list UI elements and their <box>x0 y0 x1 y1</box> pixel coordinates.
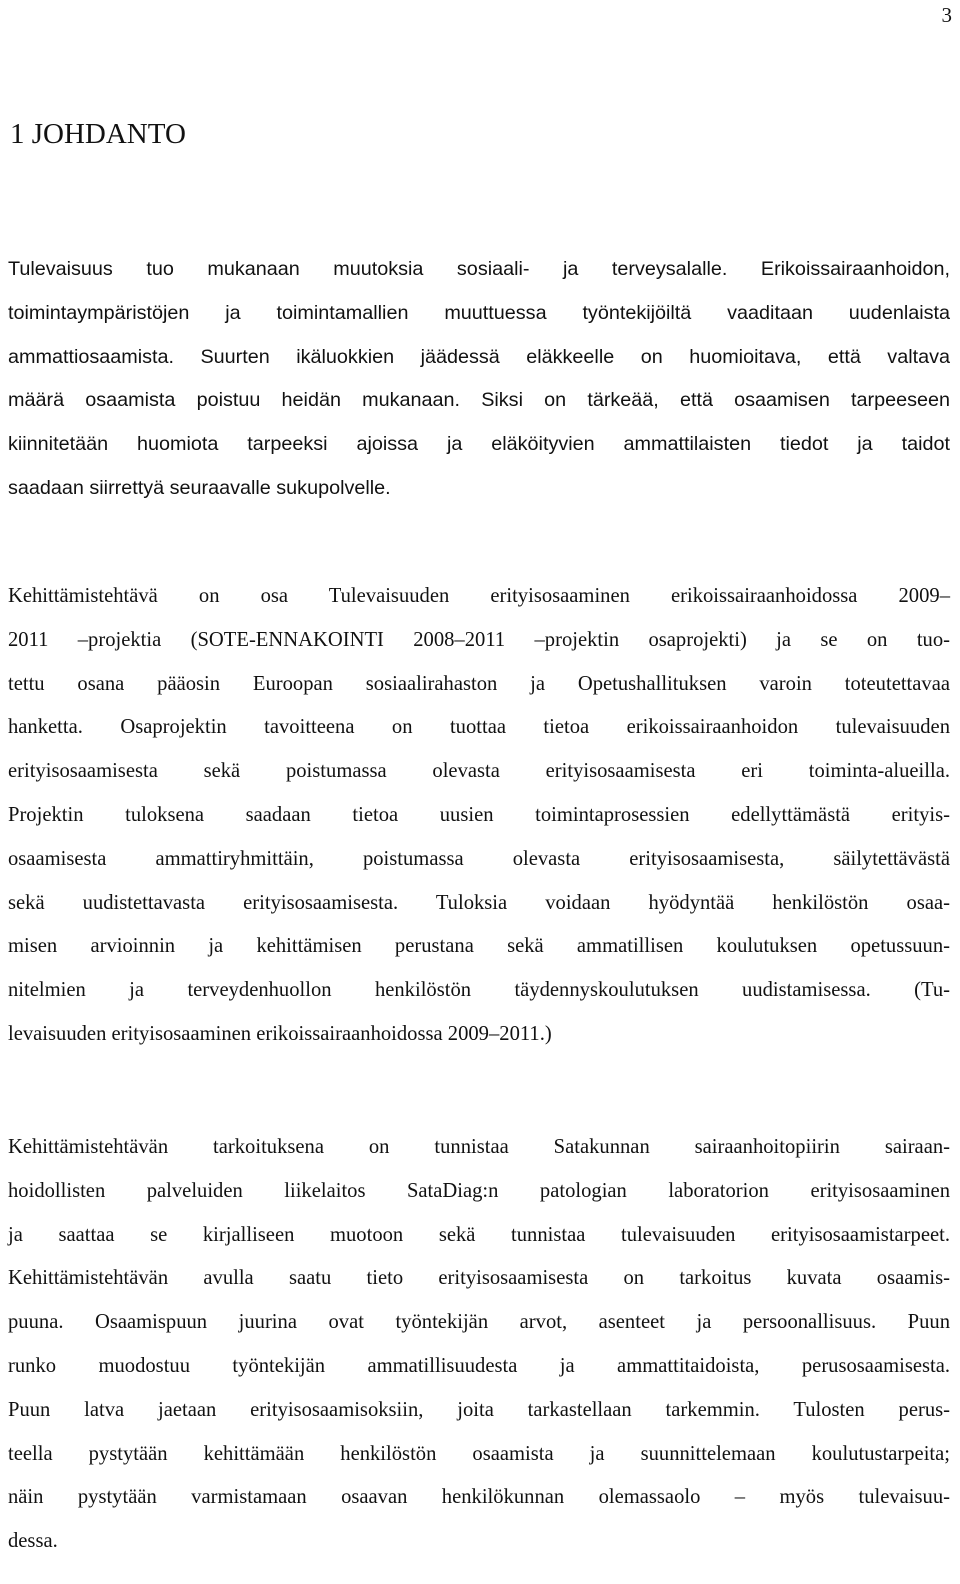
page-number: 3 <box>941 3 952 27</box>
text-line: hanketta. Osaprojektin tavoitteena on tuottaa tietoa erikoissairaanhoidon tulevaisuuden <box>8 716 950 739</box>
text-line: sekä uudistettavasta erityisosaamisesta. Tuloksia voidaan hyödyntää henkilöstön osaa- <box>8 891 950 914</box>
text-line: osaamisesta ammattiryhmittäin, poistumassa olevasta erityisosaamisesta, säilytettävästä <box>8 847 950 870</box>
text-line: Kehittämistehtävän avulla saatu tieto erityisosaamisesta on tarkoitus kuvata osaamis- <box>8 1267 950 1290</box>
text-line: Tulevaisuus tuo mukanaan muutoksia sosiaali- ja terveysalalle. Erikoissairaanhoidon, <box>8 258 950 280</box>
text-line: hoidollisten palveluiden liikelaitos SataDiag:n patologian laboratorion erityisosaaminen <box>8 1179 950 1202</box>
text-line: levaisuuden erityisosaaminen erikoissairaanhoidossa 2009–2011.) <box>8 1022 552 1045</box>
text-line: dessa. <box>8 1530 58 1553</box>
text-line: Kehittämistehtävä on osa Tulevaisuuden erityisosaaminen erikoissairaanhoidossa 2009– <box>8 585 950 607</box>
paragraph-intro <box>8 248 950 511</box>
text-line: 2011 –projektia (SOTE-ENNAKOINTI 2008–2011 –projektin osaprojekti) ja se on tuo- <box>8 628 950 651</box>
text-line: kiinnitetään huomiota tarpeeksi ajoissa ja eläköityvien ammattilaisten tiedot ja taidot <box>8 433 950 456</box>
text-line: misen arvioinnin ja kehittämisen perustana sekä ammatillisen koulutuksen opetussuun- <box>8 935 950 958</box>
text-line: näin pystytään varmistamaan osaavan henkilökunnan olemassaolo – myös tulevaisuu- <box>8 1486 950 1509</box>
paragraph-purpose <box>8 1126 950 1564</box>
text-line: saadaan siirrettyä seuraavalle sukupolvelle. <box>8 476 391 499</box>
paragraph-project <box>8 575 950 1057</box>
text-line: erityisosaamisesta sekä poistumassa olevasta erityisosaamisesta eri toiminta-alueilla. <box>8 760 950 783</box>
text-line: ammattiosaamista. Suurten ikäluokkien jäädessä eläkkeelle on huomioitava, että valtava <box>8 345 950 368</box>
section-heading: 1 JOHDANTO <box>10 118 186 150</box>
text-line: toimintaympäristöjen ja toimintamallien muuttuessa työntekijöiltä vaaditaan uudenlaista <box>8 301 950 324</box>
text-line: Puun latva jaetaan erityisosaamisoksiin, joita tarkastellaan tarkemmin. Tulosten perus- <box>8 1398 950 1421</box>
text-line: teella pystytään kehittämään henkilöstön osaamista ja suunnittelemaan koulutustarpeita; <box>8 1442 950 1465</box>
text-line: tettu osana pääosin Euroopan sosiaalirahaston ja Opetushallituksen varoin toteutettavaa <box>8 672 950 695</box>
text-line: runko muodostuu työntekijän ammatillisuudesta ja ammattitaidoista, perusosaamisesta. <box>8 1354 950 1377</box>
text-line: Kehittämistehtävän tarkoituksena on tunnistaa Satakunnan sairaanhoitopiirin sairaan- <box>8 1136 950 1158</box>
text-line: puuna. Osaamispuun juurina ovat työntekijän arvot, asenteet ja persoonallisuus. Puun <box>8 1311 950 1334</box>
text-line: nitelmien ja terveydenhuollon henkilöstön täydennyskoulutuksen uudistamisessa. (Tu- <box>8 979 950 1002</box>
text-line: määrä osaamista poistuu heidän mukanaan. Siksi on tärkeää, että osaamisen tarpeeseen <box>8 389 950 412</box>
text-line: Projektin tuloksena saadaan tietoa uusien toimintaprosessien edellyttämästä erityis- <box>8 803 950 826</box>
text-line: ja saattaa se kirjalliseen muotoon sekä tunnistaa tulevaisuuden erityisosaamistarpeet. <box>8 1223 950 1246</box>
